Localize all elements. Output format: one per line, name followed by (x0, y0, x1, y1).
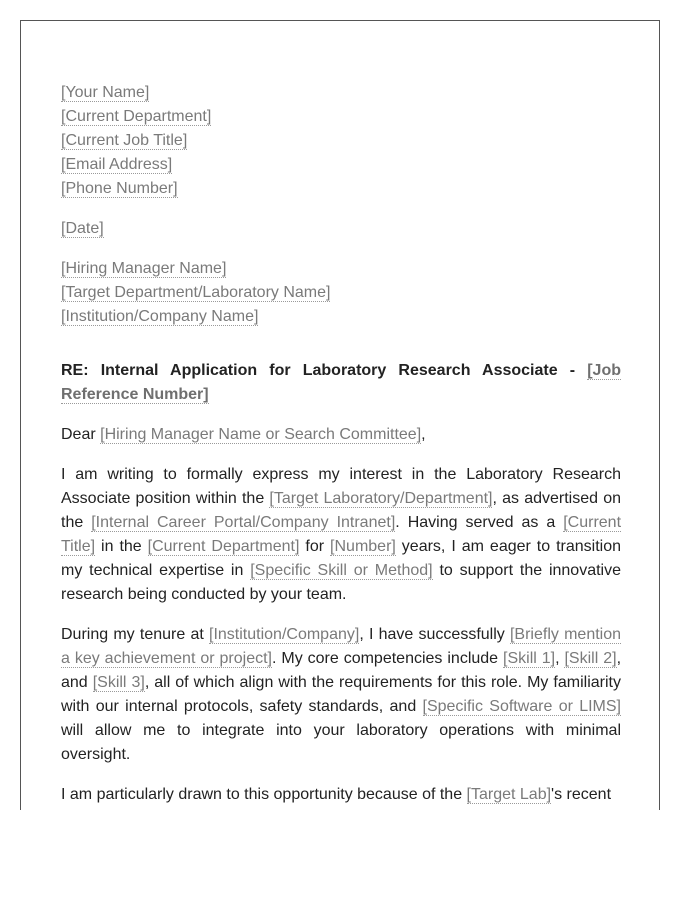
letter-page (20, 20, 660, 810)
recipient-institution[interactable]: [Institution/Company Name] (61, 308, 259, 325)
para2-text-2: , I have successfully (359, 626, 510, 643)
para2-text-5: , and (61, 650, 622, 691)
para2-text-1: During my tenure at (61, 626, 210, 643)
para1-text-7: to support the innovative research being conducted by your team. (61, 562, 622, 603)
para1-text-6: years, I am eager to transition my technical expertise in (61, 538, 622, 579)
salutation-name-placeholder[interactable]: [Hiring Manager Name or Search Committee] (100, 426, 422, 443)
recipient-block (61, 257, 621, 329)
salutation-suffix: , (421, 426, 426, 443)
years-number-placeholder[interactable]: [Number] (330, 538, 396, 555)
para1-text-3: . Having served as a (395, 514, 564, 531)
subject-prefix: RE: Internal Application for Laboratory Research Associate - (61, 362, 588, 379)
recipient-manager[interactable]: [Hiring Manager Name] (61, 260, 227, 277)
specific-skill-placeholder[interactable]: [Specific Skill or Method] (250, 562, 433, 579)
letter-body (61, 81, 621, 810)
target-lab-placeholder[interactable]: [Target Lab] (466, 786, 552, 803)
recipient-department[interactable]: [Target Department/Laboratory Name] (61, 284, 331, 301)
paragraph-intro (61, 463, 621, 607)
para1-text-5: for (299, 538, 331, 555)
letter-date[interactable]: [Date] (61, 220, 104, 237)
para2-text-7: will allow me to integrate into your laboratory operations with minimal oversight. (61, 722, 621, 763)
subject-line (61, 359, 621, 407)
para1-text-4: in the (95, 538, 148, 555)
sender-email[interactable]: [Email Address] (61, 156, 173, 173)
current-title-placeholder[interactable]: [Current Title] (61, 514, 622, 555)
paragraph-motivation (61, 783, 621, 807)
achievement-placeholder[interactable]: [Briefly mention a key achievement or project] (61, 626, 622, 667)
para3-text-1: I am particularly drawn to this opportunity because of the (61, 786, 467, 803)
skill-3-placeholder[interactable]: [Skill 3] (92, 674, 145, 691)
para2-text-4: , (555, 650, 565, 667)
target-lab-department-placeholder[interactable]: [Target Laboratory/Department] (269, 490, 493, 507)
salutation (61, 423, 621, 447)
job-reference-placeholder[interactable]: [Job Reference Number] (61, 362, 621, 403)
career-portal-placeholder[interactable]: [Internal Career Portal/Company Intranet] (91, 514, 396, 531)
sender-department[interactable]: [Current Department] (61, 108, 212, 125)
software-lims-placeholder[interactable]: [Specific Software or LIMS] (422, 698, 621, 715)
sender-name[interactable]: [Your Name] (61, 84, 150, 101)
salutation-prefix: Dear (61, 426, 101, 443)
current-department-placeholder[interactable]: [Current Department] (147, 538, 300, 555)
sender-phone[interactable]: [Phone Number] (61, 180, 178, 197)
skill-1-placeholder[interactable]: [Skill 1] (503, 650, 556, 667)
date-block (61, 217, 621, 241)
para1-text-1: I am writing to formally express my interest in the Laboratory Research Associate position within the (61, 466, 621, 507)
sender-job-title[interactable]: [Current Job Title] (61, 132, 188, 149)
paragraph-experience (61, 623, 621, 767)
sender-block (61, 81, 621, 201)
para3-text-2: 's recent (551, 786, 612, 803)
institution-placeholder[interactable]: [Institution/Company] (209, 626, 360, 643)
para2-text-3: . My core competencies include (271, 650, 504, 667)
para1-text-2: , as advertised on the (61, 490, 621, 531)
skill-2-placeholder[interactable]: [Skill 2] (564, 650, 617, 667)
para2-text-6: , all of which align with the requirements for this role. My familiarity with our internal protocols, safety standards, and (61, 674, 621, 715)
